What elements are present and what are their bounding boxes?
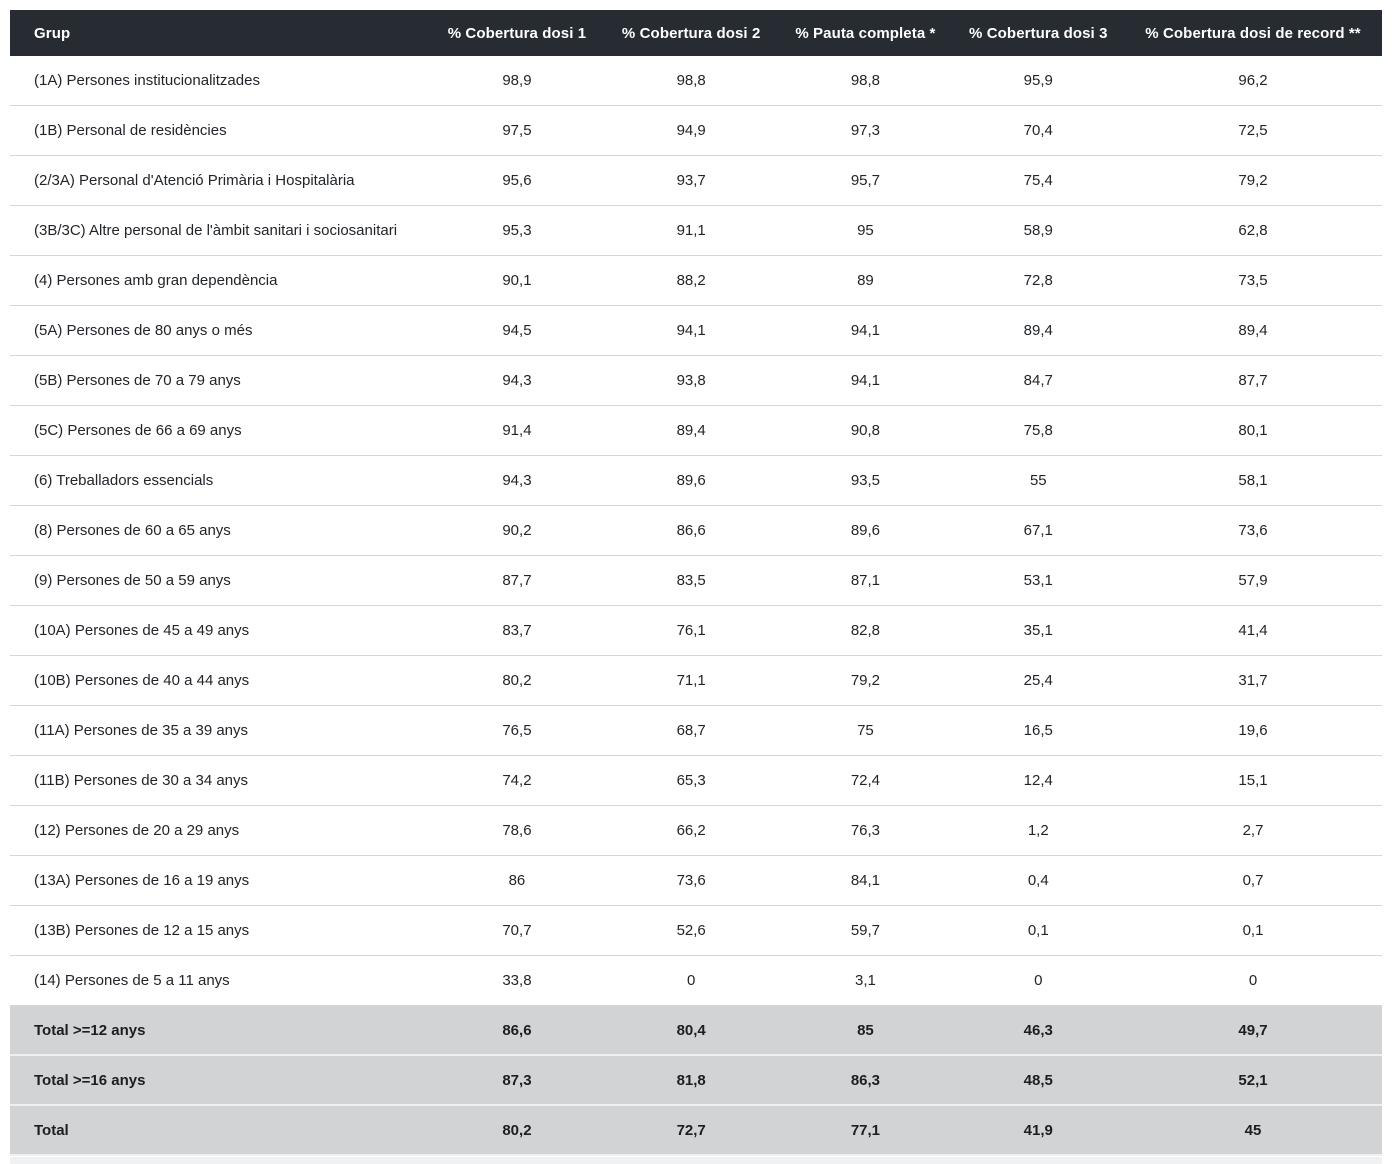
table-row [10, 206, 1382, 256]
table-row [10, 406, 1382, 456]
value-cell: 98,9 [430, 56, 604, 106]
value-cell: 93,7 [604, 156, 778, 206]
group-cell: (1B) Personal de residències [10, 106, 430, 156]
value-cell: 98,8 [604, 56, 778, 106]
column-header: % Cobertura dosi de record ** [1124, 10, 1382, 56]
table-row [10, 606, 1382, 656]
value-cell: 0,1 [1124, 906, 1382, 956]
group-cell: (11B) Persones de 30 a 34 anys [10, 756, 430, 806]
value-cell: 95,6 [430, 156, 604, 206]
value-cell: 95,3 [430, 206, 604, 256]
group-cell: (13B) Persones de 12 a 15 anys [10, 906, 430, 956]
value-cell: 74,2 [430, 756, 604, 806]
group-cell: (12) Persones de 20 a 29 anys [10, 806, 430, 856]
value-cell: 12,4 [953, 756, 1125, 806]
value-cell: 75 [778, 706, 952, 756]
value-cell: 62,8 [1124, 206, 1382, 256]
value-cell: 91,4 [430, 406, 604, 456]
value-cell: 0 [604, 956, 778, 1006]
value-cell: 70,7 [430, 906, 604, 956]
table-row [10, 806, 1382, 856]
value-cell: 94,1 [778, 356, 952, 406]
value-cell: 72,8 [953, 256, 1125, 306]
column-header: % Cobertura dosi 2 [604, 10, 778, 56]
value-cell: 58,1 [1124, 456, 1382, 506]
value-cell: 73,6 [604, 856, 778, 906]
value-cell: 86,3 [778, 1055, 952, 1105]
value-cell: 73,6 [1124, 506, 1382, 556]
value-cell: 89,6 [778, 506, 952, 556]
value-cell: 0,1 [953, 906, 1125, 956]
value-cell: 95,9 [953, 56, 1125, 106]
value-cell: 80,2 [430, 1105, 604, 1155]
value-cell: 1,2 [953, 806, 1125, 856]
group-cell: (3B/3C) Altre personal de l'àmbit sanitari i sociosanitari [10, 206, 430, 256]
value-cell: 3,1 [778, 956, 952, 1006]
value-cell: 59,7 [778, 906, 952, 956]
value-cell: 88,2 [604, 256, 778, 306]
value-cell: 75,8 [953, 406, 1125, 456]
horizontal-scrollbar-track[interactable] [10, 1157, 1382, 1164]
value-cell: 90,2 [430, 506, 604, 556]
table-body [10, 56, 1382, 1155]
value-cell: 82,8 [778, 606, 952, 656]
value-cell: 83,7 [430, 606, 604, 656]
value-cell: 45 [1124, 1105, 1382, 1155]
value-cell: 52,1 [1124, 1055, 1382, 1105]
table-row [10, 306, 1382, 356]
value-cell: 70,4 [953, 106, 1125, 156]
value-cell: 87,1 [778, 556, 952, 606]
value-cell: 91,1 [604, 206, 778, 256]
group-cell: (14) Persones de 5 a 11 anys [10, 956, 430, 1006]
group-cell: (6) Treballadors essencials [10, 456, 430, 506]
value-cell: 0 [1124, 956, 1382, 1006]
column-header-group: Grup [10, 10, 430, 56]
table-row [10, 956, 1382, 1006]
group-cell: (10B) Persones de 40 a 44 anys [10, 656, 430, 706]
value-cell: 93,8 [604, 356, 778, 406]
value-cell: 90,8 [778, 406, 952, 456]
value-cell: 84,7 [953, 356, 1125, 406]
total-row [10, 1006, 1382, 1056]
total-row [10, 1055, 1382, 1105]
value-cell: 80,4 [604, 1006, 778, 1056]
group-cell: (11A) Persones de 35 a 39 anys [10, 706, 430, 756]
coverage-table [10, 10, 1382, 1156]
value-cell: 95 [778, 206, 952, 256]
value-cell: 97,5 [430, 106, 604, 156]
value-cell: 15,1 [1124, 756, 1382, 806]
value-cell: 93,5 [778, 456, 952, 506]
value-cell: 72,7 [604, 1105, 778, 1155]
value-cell: 79,2 [1124, 156, 1382, 206]
value-cell: 78,6 [430, 806, 604, 856]
value-cell: 53,1 [953, 556, 1125, 606]
value-cell: 94,5 [430, 306, 604, 356]
table-row [10, 356, 1382, 406]
group-cell: Total >=16 anys [10, 1055, 430, 1105]
value-cell: 48,5 [953, 1055, 1125, 1105]
value-cell: 75,4 [953, 156, 1125, 206]
group-cell: (13A) Persones de 16 a 19 anys [10, 856, 430, 906]
value-cell: 76,1 [604, 606, 778, 656]
value-cell: 80,2 [430, 656, 604, 706]
table-row [10, 756, 1382, 806]
value-cell: 95,7 [778, 156, 952, 206]
value-cell: 76,3 [778, 806, 952, 856]
value-cell: 25,4 [953, 656, 1125, 706]
value-cell: 94,3 [430, 356, 604, 406]
value-cell: 84,1 [778, 856, 952, 906]
total-row [10, 1105, 1382, 1155]
value-cell: 68,7 [604, 706, 778, 756]
value-cell: 86,6 [430, 1006, 604, 1056]
table-header [10, 10, 1382, 56]
value-cell: 31,7 [1124, 656, 1382, 706]
table-row [10, 106, 1382, 156]
value-cell: 0 [953, 956, 1125, 1006]
group-cell: (5C) Persones de 66 a 69 anys [10, 406, 430, 456]
column-header: % Pauta completa * [778, 10, 952, 56]
value-cell: 89,4 [953, 306, 1125, 356]
value-cell: 71,1 [604, 656, 778, 706]
value-cell: 41,4 [1124, 606, 1382, 656]
table-row [10, 56, 1382, 106]
group-cell: (4) Persones amb gran dependència [10, 256, 430, 306]
header-row [10, 10, 1382, 56]
value-cell: 86 [430, 856, 604, 906]
table-row [10, 506, 1382, 556]
value-cell: 0,4 [953, 856, 1125, 906]
value-cell: 89,6 [604, 456, 778, 506]
value-cell: 72,5 [1124, 106, 1382, 156]
group-cell: (5A) Persones de 80 anys o més [10, 306, 430, 356]
value-cell: 89,4 [1124, 306, 1382, 356]
value-cell: 83,5 [604, 556, 778, 606]
value-cell: 16,5 [953, 706, 1125, 756]
value-cell: 94,9 [604, 106, 778, 156]
value-cell: 72,4 [778, 756, 952, 806]
table-row [10, 706, 1382, 756]
group-cell: (2/3A) Personal d'Atenció Primària i Hospitalària [10, 156, 430, 206]
value-cell: 89,4 [604, 406, 778, 456]
group-cell: Total [10, 1105, 430, 1155]
value-cell: 94,3 [430, 456, 604, 506]
value-cell: 52,6 [604, 906, 778, 956]
group-cell: (1A) Persones institucionalitzades [10, 56, 430, 106]
group-cell: Total >=12 anys [10, 1006, 430, 1056]
value-cell: 2,7 [1124, 806, 1382, 856]
value-cell: 80,1 [1124, 406, 1382, 456]
value-cell: 33,8 [430, 956, 604, 1006]
value-cell: 81,8 [604, 1055, 778, 1105]
table-row [10, 556, 1382, 606]
value-cell: 19,6 [1124, 706, 1382, 756]
value-cell: 67,1 [953, 506, 1125, 556]
value-cell: 55 [953, 456, 1125, 506]
value-cell: 49,7 [1124, 1006, 1382, 1056]
table-row [10, 156, 1382, 206]
group-cell: (8) Persones de 60 a 65 anys [10, 506, 430, 556]
value-cell: 89 [778, 256, 952, 306]
value-cell: 87,7 [430, 556, 604, 606]
value-cell: 57,9 [1124, 556, 1382, 606]
value-cell: 87,7 [1124, 356, 1382, 406]
value-cell: 97,3 [778, 106, 952, 156]
value-cell: 87,3 [430, 1055, 604, 1105]
value-cell: 85 [778, 1006, 952, 1056]
value-cell: 73,5 [1124, 256, 1382, 306]
value-cell: 94,1 [604, 306, 778, 356]
value-cell: 0,7 [1124, 856, 1382, 906]
column-header: % Cobertura dosi 3 [953, 10, 1125, 56]
value-cell: 41,9 [953, 1105, 1125, 1155]
value-cell: 77,1 [778, 1105, 952, 1155]
value-cell: 90,1 [430, 256, 604, 306]
table-row [10, 456, 1382, 506]
value-cell: 58,9 [953, 206, 1125, 256]
table-row [10, 256, 1382, 306]
value-cell: 46,3 [953, 1006, 1125, 1056]
table-row [10, 656, 1382, 706]
value-cell: 35,1 [953, 606, 1125, 656]
value-cell: 66,2 [604, 806, 778, 856]
value-cell: 86,6 [604, 506, 778, 556]
table-row [10, 906, 1382, 956]
column-header: % Cobertura dosi 1 [430, 10, 604, 56]
value-cell: 94,1 [778, 306, 952, 356]
group-cell: (5B) Persones de 70 a 79 anys [10, 356, 430, 406]
value-cell: 98,8 [778, 56, 952, 106]
table-row [10, 856, 1382, 906]
value-cell: 65,3 [604, 756, 778, 806]
value-cell: 96,2 [1124, 56, 1382, 106]
coverage-table-container [10, 10, 1382, 1164]
group-cell: (9) Persones de 50 a 59 anys [10, 556, 430, 606]
value-cell: 76,5 [430, 706, 604, 756]
group-cell: (10A) Persones de 45 a 49 anys [10, 606, 430, 656]
value-cell: 79,2 [778, 656, 952, 706]
